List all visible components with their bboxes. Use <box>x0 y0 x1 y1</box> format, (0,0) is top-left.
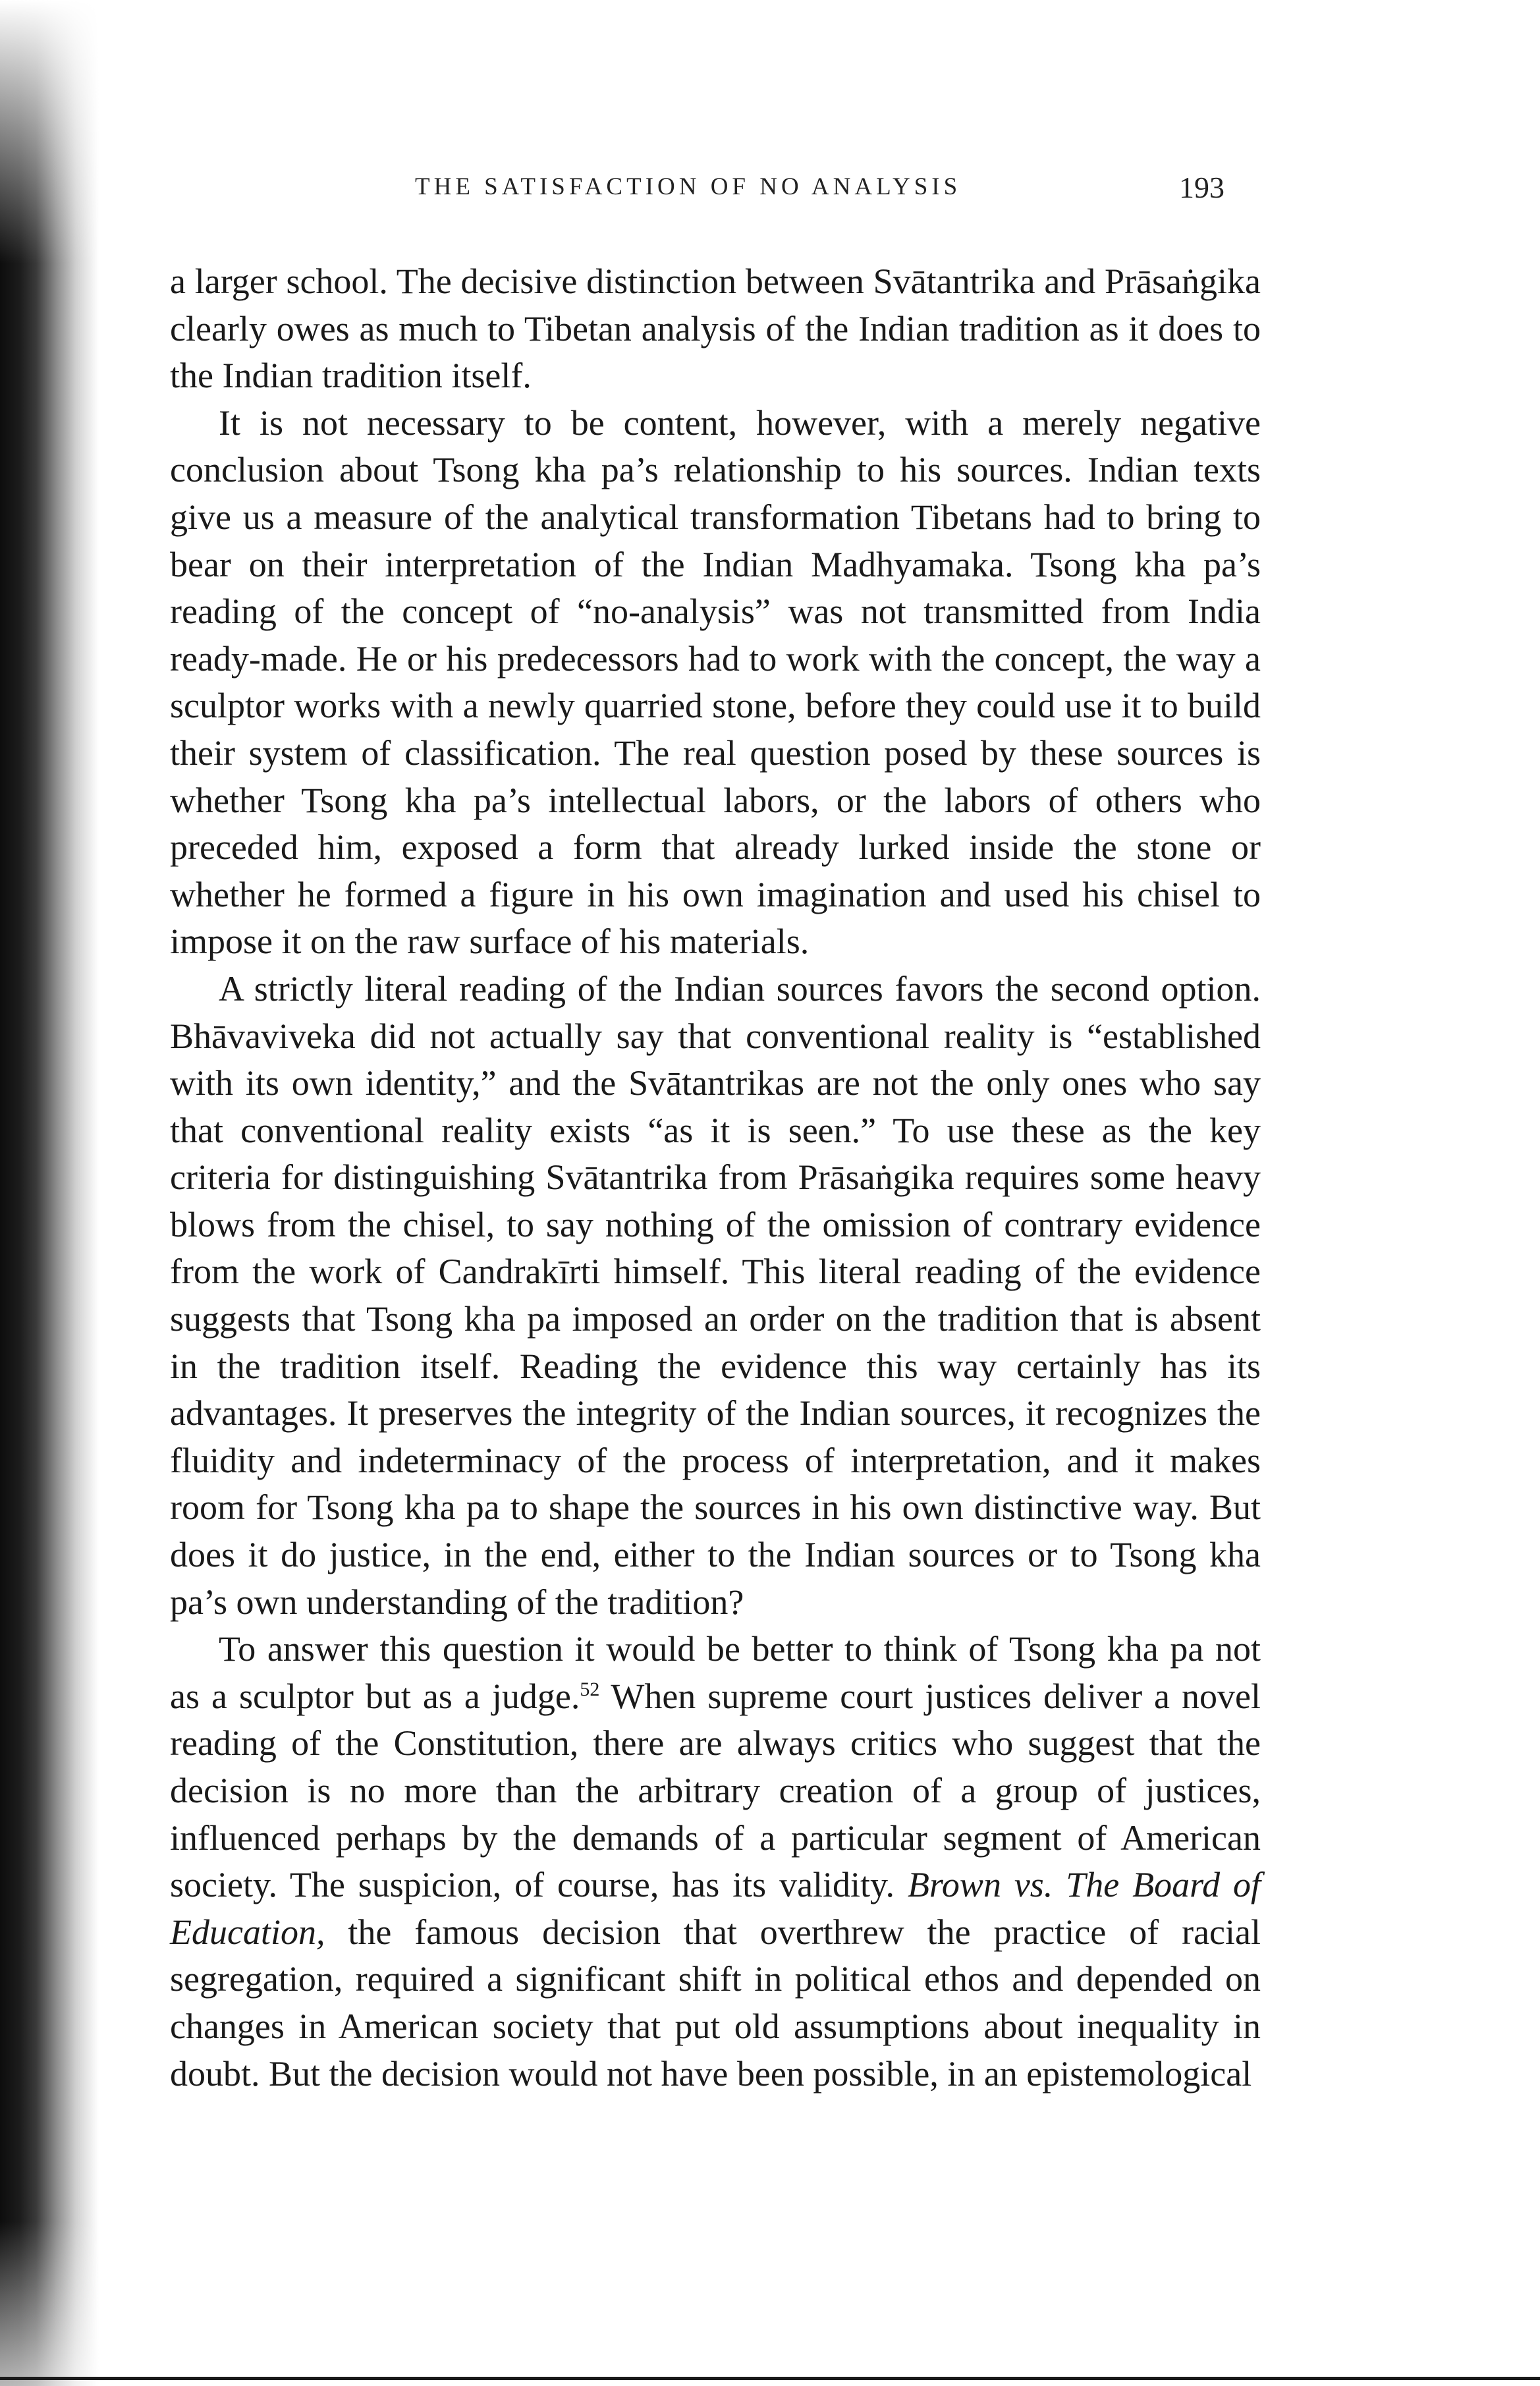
paragraph-2: It is not necessary to be content, however, with a merely negative conclusion about Tsong kha pa’s relationship to his sources. Indian texts give us a measure of the analytical transformation Tibetans had to bring to bear on their interpretation of the Indian Madhyamaka. Tsong kha pa’s reading of the concept of “no-analysis” was not transmitted from India ready-made. He or his predecessors had to work with the concept, the way a sculptor works with a newly quarried stone, before they could use it to build their system of classification. The real question posed by these sources is whether Tsong kha pa’s intellectual labors, or the labors of others who preceded him, exposed a form that already lurked inside the stone or whether he formed a figure in his own imagination and used his chisel to impose it on the raw surface of his materials. <box>170 402 1261 962</box>
paragraph-3: A strictly literal reading of the Indian sources favors the second option. Bhāvaviveka did not actually say that conventional reality is “established with its own identity,” and the Svātantrikas are not the only ones who say that conventional reality exists “as it is seen.” To use these as the key criteria for distinguishing Svātantrika from Prāsaṅgika requires some heavy blows from the chisel, to say nothing of the omission of contrary evidence from the work of Candrakīrti himself. This literal reading of the evidence suggests that Tsong kha pa imposed an order on the tradition that is absent in the tradition itself. Reading the evidence this way certainly has its advantages. It preserves the integrity of the Indian sources, it recognizes the fluidity and indeterminacy of the process of interpretation, and it makes room for Tsong kha pa to shape the sources in his own distinctive way. But does it do justice, in the end, either to the Indian sources or to Tsong kha pa’s own understanding of the tradition? <box>170 968 1261 1622</box>
paragraph-4 <box>170 1626 1261 2097</box>
paragraph-4-part-a: To answer this question it would be better to think of Tsong kha pa not as a sculptor but as a judge. <box>170 1629 1261 1716</box>
paragraph-1: a larger school. The decisive distinction between Svātantrika and Prāsaṅgika clearly owes as much to Tibetan analysis of the Indian tradition as it does to the Indian tradition itself. <box>170 262 1261 396</box>
footnote-marker: 52 <box>580 1678 600 1700</box>
paragraph-4-part-c: the famous decision that overthrew the practice of racial segregation, required a significant shift in political ethos and depended on changes in American society that put old assumptions about inequality in doubt. But the decision would not have been possible, in an epistemological <box>170 1912 1261 2094</box>
paragraph-4-part-b: When supreme court justices deliver a novel reading of the Constitution, there are always critics who suggest that the decision is no more than the arbitrary creation of a group of justices, influenced perhaps by the demands of a particular segment of American society. The suspicion, of course, has its validity. <box>170 1676 1261 1905</box>
case-title: Brown vs. The Board of Education, <box>170 1865 1261 1952</box>
running-head: THE SATISFACTION OF NO ANALYSIS <box>415 173 962 200</box>
body-text <box>170 258 1261 2097</box>
scan-bottom-edge <box>0 2377 1540 2380</box>
page-number: 193 <box>1179 171 1224 204</box>
scan-gutter-shadow <box>0 0 99 2386</box>
